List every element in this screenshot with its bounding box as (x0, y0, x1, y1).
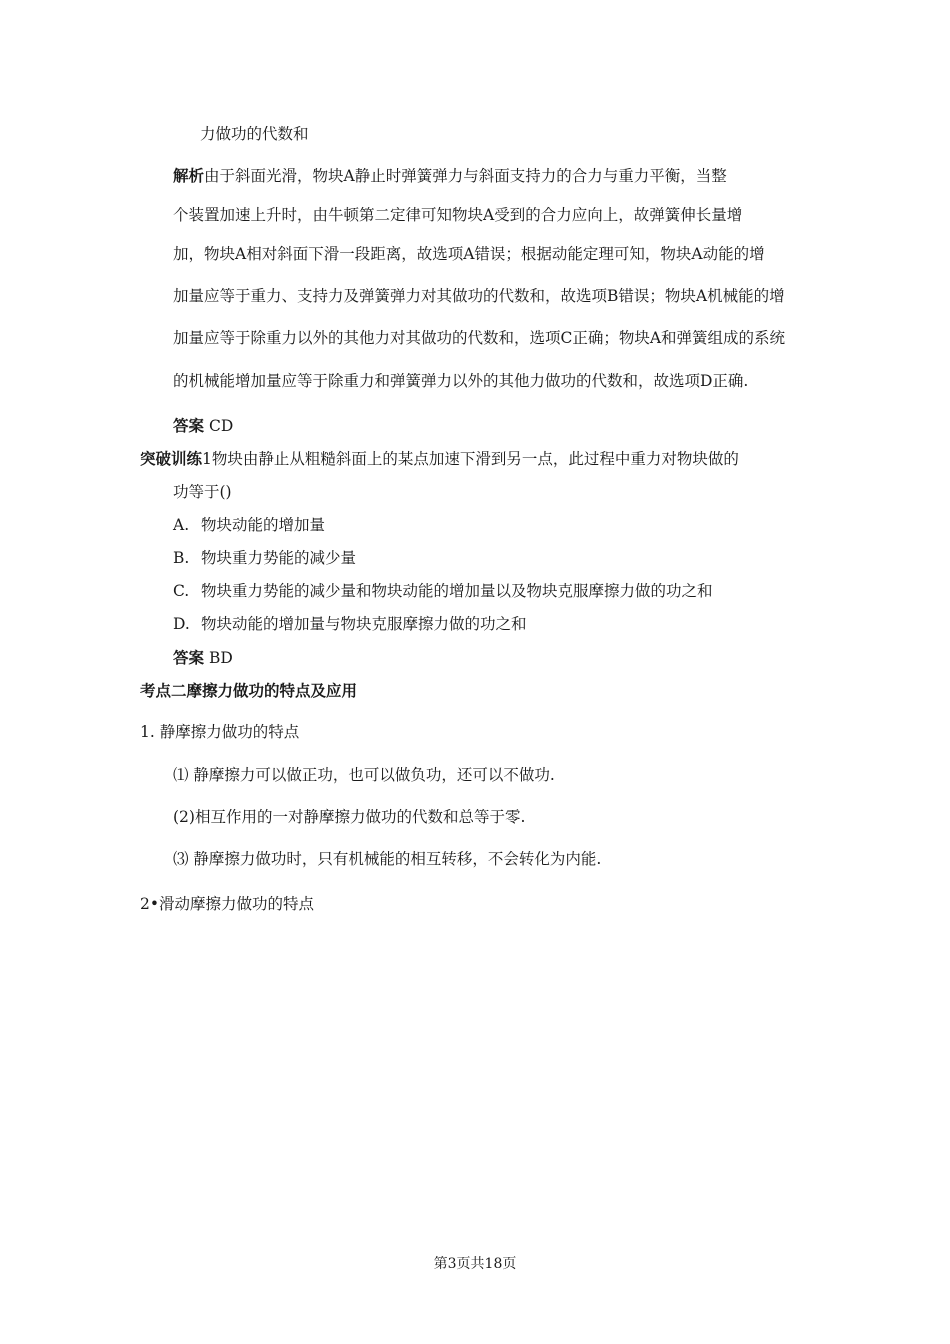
section-title: 考点二摩擦力做功的特点及应用 (140, 682, 358, 700)
option-letter: B. (173, 549, 190, 567)
option-b (173, 548, 356, 568)
analysis-answer (173, 416, 233, 436)
sub-item-2: (2)相互作用的一对静摩擦力做功的代数和总等于零. (173, 808, 526, 826)
analysis-line-4: 加量应等于重力、支持力及弹簧弹力对其做功的代数和，故选项B错误；物块A机械能的增 (173, 287, 785, 305)
answer-value: CD (208, 417, 234, 435)
training-answer (173, 648, 233, 668)
analysis-line-6: 的机械能增加量应等于除重力和弹簧弹力以外的其他力做功的代数和，故选项D正确. (173, 372, 749, 390)
sub-item-1: ⑴ 静摩擦力可以做正功，也可以做负功，还可以不做功. (173, 766, 555, 784)
section-item-1: 1. 静摩擦力做功的特点 (140, 723, 300, 741)
answer-value: BD (208, 649, 233, 667)
page-number: 第3页共18页 (433, 1256, 517, 1272)
analysis-label: 解析 (173, 167, 205, 185)
option-letter: D. (173, 615, 190, 633)
analysis-line-1 (173, 166, 727, 186)
option-c (173, 581, 713, 601)
option-text: 物块重力势能的减少量和物块动能的增加量以及物块克服摩擦力做的功之和 (201, 582, 713, 600)
option-text: 物块重力势能的减少量 (201, 549, 357, 567)
option-d (173, 614, 527, 634)
training-stem: 1物块由静止从粗糙斜面上的某点加速下滑到另一点，此过程中重力对物块做的 (202, 450, 739, 468)
option-letter: A. (173, 516, 190, 534)
analysis-line-3: 加，物块A相对斜面下滑一段距离，故选项A错误；根据动能定理可知，物块A动能的增 (173, 245, 765, 263)
training-stem-line-1 (140, 449, 739, 469)
analysis-line-2: 个装置加速上升时，由牛顿第二定律可知物块A受到的合力应向上，故弹簧伸长量增 (173, 206, 743, 224)
answer-label: 答案 (173, 649, 205, 667)
analysis-text: 由于斜面光滑，物块A静止时弹簧弹力与斜面支持力的合力与重力平衡，当整 (204, 167, 727, 185)
training-stem-line-2: 功等于() (173, 483, 232, 501)
training-label: 突破训练 (140, 450, 203, 468)
section-item-2: 2•滑动摩擦力做功的特点 (140, 895, 315, 913)
answer-label: 答案 (173, 417, 205, 435)
option-text: 物块动能的增加量与物块克服摩擦力做的功之和 (201, 615, 527, 633)
option-letter: C. (173, 582, 190, 600)
option-a (173, 515, 325, 535)
sub-item-3: ⑶ 静摩擦力做功时，只有机械能的相互转移，不会转化为内能. (173, 850, 602, 868)
continued-line: 力做功的代数和 (200, 125, 309, 143)
analysis-line-5: 加量应等于除重力以外的其他力对其做功的代数和，选项C正确；物块A和弹簧组成的系统 (173, 329, 786, 347)
option-text: 物块动能的增加量 (201, 516, 326, 534)
